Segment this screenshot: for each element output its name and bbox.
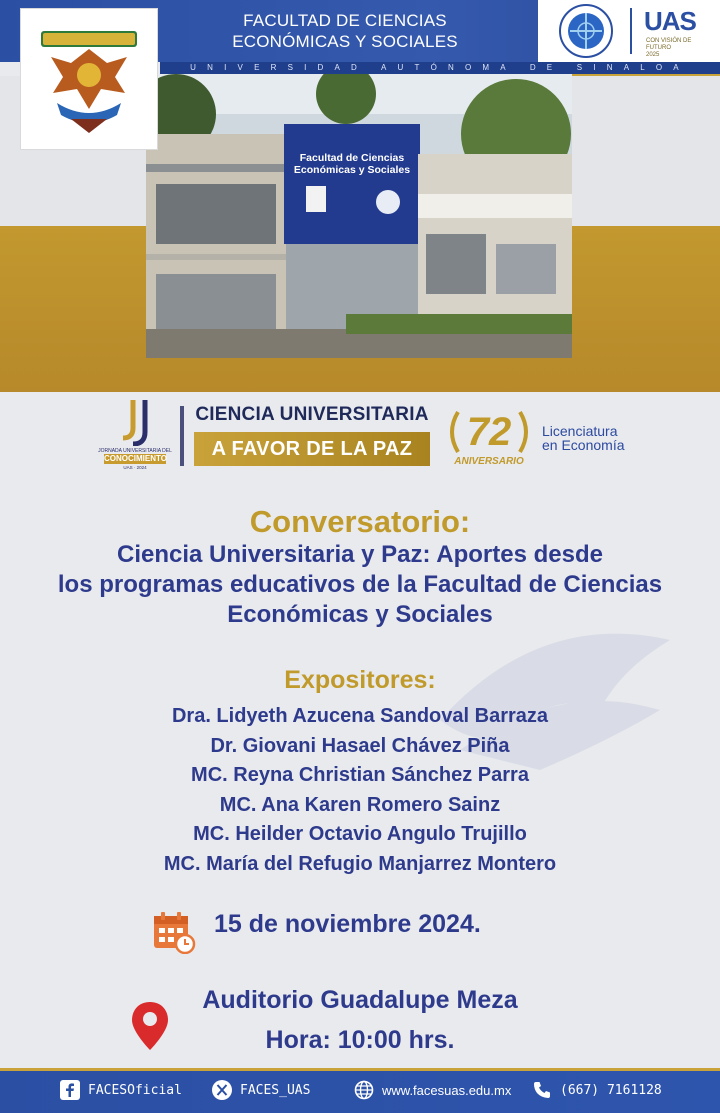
faculty-title-line2: ECONÓMICAS Y SOCIALES xyxy=(232,32,458,51)
phone-number: (667) 7161128 xyxy=(560,1082,662,1098)
x-icon xyxy=(212,1080,232,1100)
banner-divider xyxy=(180,406,184,466)
speaker-item: MC. Heilder Octavio Angulo Trujillo xyxy=(193,823,527,845)
header-logos xyxy=(538,0,720,62)
faculty-logo xyxy=(20,8,158,150)
logo-separator xyxy=(630,8,632,54)
uas-tagline xyxy=(646,38,691,59)
speakers-list xyxy=(0,702,720,879)
location-pin-icon xyxy=(130,1000,170,1052)
event-location: Auditorio Guadalupe Meza xyxy=(202,986,518,1014)
event-subtitle-line1: Ciencia Universitaria y Paz: Aportes desde xyxy=(117,541,603,568)
calendar-icon xyxy=(152,910,196,954)
licenciatura-label xyxy=(542,424,652,452)
footer-x[interactable] xyxy=(212,1077,310,1103)
uas-tagline-line3: 2025 xyxy=(646,52,660,58)
anniversary-number: 72 xyxy=(466,410,512,454)
uas-seal-icon xyxy=(556,3,616,59)
building-illustration xyxy=(146,74,572,358)
footer-web[interactable] xyxy=(354,1077,511,1103)
jornada-line1: JORNADA UNIVERSITARIA DEL xyxy=(98,448,172,454)
website-link[interactable]: www.facesuas.edu.mx xyxy=(382,1082,512,1098)
jornada-line3: UAS · 2024 xyxy=(123,465,147,470)
speaker-item: Dra. Lidyeth Azucena Sandoval Barraza xyxy=(171,705,549,727)
uas-tagline-line2: FUTURO xyxy=(646,45,671,51)
uas-tagline-line1: CON VISIÓN DE xyxy=(646,38,692,44)
building-sign-line2: Económicas y Sociales xyxy=(293,164,411,176)
university-strip: UNIVERSIDAD AUTÓNOMA DE SINALOA xyxy=(160,62,720,74)
anniversary-badge xyxy=(444,404,534,474)
facebook-icon xyxy=(60,1080,80,1100)
faculty-title xyxy=(160,10,530,52)
faculty-title-line1: FACULTAD DE CIENCIAS xyxy=(243,11,447,30)
footer-phone[interactable] xyxy=(532,1077,662,1103)
licenciatura-line1: Licenciatura xyxy=(542,423,618,439)
speaker-item: MC. María del Refugio Manjarrez Montero xyxy=(163,852,557,875)
event-subtitle-line2: los programas educativos de la Facultad de Ciencias xyxy=(57,571,663,598)
speaker-item: MC. Ana Karen Romero Sainz xyxy=(219,793,501,816)
building-sign xyxy=(288,152,416,176)
event-date: 15 de noviembre 2024. xyxy=(214,910,481,938)
licenciatura-line2: en Economía xyxy=(542,437,625,453)
footer-facebook[interactable] xyxy=(60,1077,182,1103)
globe-icon xyxy=(354,1080,374,1100)
favor-de-la-paz-label: A FAVOR DE LA PAZ xyxy=(194,432,430,466)
x-handle: FACES_UAS xyxy=(240,1082,311,1098)
building-sign-line1: Facultad de Ciencias xyxy=(299,152,405,164)
building-photo xyxy=(146,74,572,358)
facebook-handle: FACESOficial xyxy=(88,1082,182,1098)
jornada-line2: CONOCIMIENTO xyxy=(104,454,167,463)
ciencia-universitaria-label: CIENCIA UNIVERSITARIA xyxy=(195,404,429,425)
phone-icon xyxy=(532,1080,552,1100)
speaker-item: MC. Reyna Christian Sánchez Parra xyxy=(191,764,529,786)
jornada-jj-icon xyxy=(115,398,155,446)
speaker-item: Dr. Giovani Hasael Chávez Piña xyxy=(210,734,510,757)
uas-logo-text: UAS xyxy=(644,6,696,36)
event-time: Hora: 10:00 hrs. xyxy=(265,1026,455,1054)
event-title: Conversatorio: xyxy=(249,504,471,539)
anniversary-label: ANIVERSARIO xyxy=(454,456,524,467)
event-subtitle xyxy=(0,540,720,630)
speakers-title: Expositores: xyxy=(284,666,436,694)
footer xyxy=(0,1068,720,1113)
eagle-emblem-icon xyxy=(37,23,141,135)
event-subtitle-line3: Económicas y Sociales xyxy=(227,601,493,628)
footer-gold-line xyxy=(0,1068,720,1071)
jornada-logo xyxy=(92,398,178,472)
